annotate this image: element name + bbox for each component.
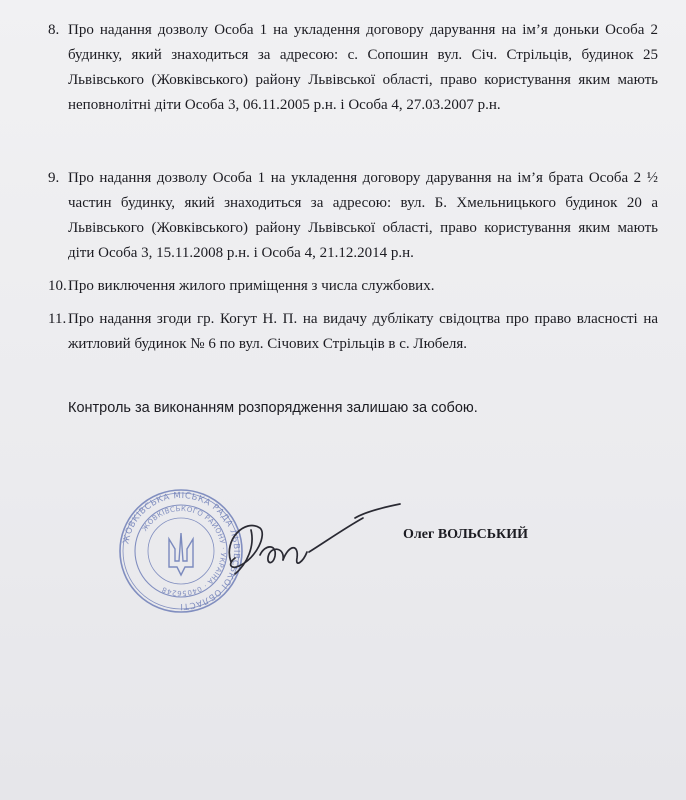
list-item-11: [48, 307, 658, 357]
item-number: 10.: [48, 278, 67, 294]
item-text: Про надання дозволу Особа 1 на укладення договору дарування на ім’я брата Особа 2 ½ частин будинку, який знаходиться за адресою: вул. Б. Хмельницького будинок 20 а Львівського (Жовківського) району Львівської області, право користування яким мають діти Особа 3, 15.11.2008 р.н. і Особа 4, 21.12.2014 р.н.: [68, 170, 658, 261]
list-item-10: [48, 274, 658, 299]
item-number: 11.: [48, 311, 67, 327]
trident-icon: [169, 533, 193, 575]
item-number: 8.: [48, 22, 60, 38]
seal-outer-text: ЖОВКІВСЬКА МІСЬКА РАДА ЛЬВІВСЬКОЇ ОБЛАСТІ: [121, 490, 242, 612]
control-statement: Контроль за виконанням розпорядження залишаю за собою.: [68, 400, 478, 416]
list-item-8: [48, 18, 658, 118]
item-number: 9.: [48, 170, 60, 186]
handwritten-signature: [205, 500, 405, 590]
signer-name: Олег ВОЛЬСЬКИЙ: [403, 527, 528, 542]
seal-inner-text: ЖОВКІВСЬКОГО РАЙОНУ · УКРАЇНА · 04056248: [140, 504, 228, 598]
item-text: Про надання згоди гр. Когут Н. П. на видачу дублікату свідоцтва про право власності на житловий будинок № 6 по вул. Січових Стрільців в с. Любеля.: [68, 311, 658, 352]
item-text: Про надання дозволу Особа 1 на укладення договору дарування на ім’я доньки Особа 2 будинку, який знаходиться за адресою: с. Сопошин вул. Січ. Стрільців, будинок 25 Львівського (Жовківського) району Львівської області, право користування яким мають неповнолітні діти Особа 3, 06.11.2005 р.н. і Особа 4, 27.03.2007 р.н.: [68, 22, 658, 113]
item-text: Про виключення жилого приміщення з числа службових.: [68, 278, 435, 294]
list-item-9: [48, 166, 658, 266]
